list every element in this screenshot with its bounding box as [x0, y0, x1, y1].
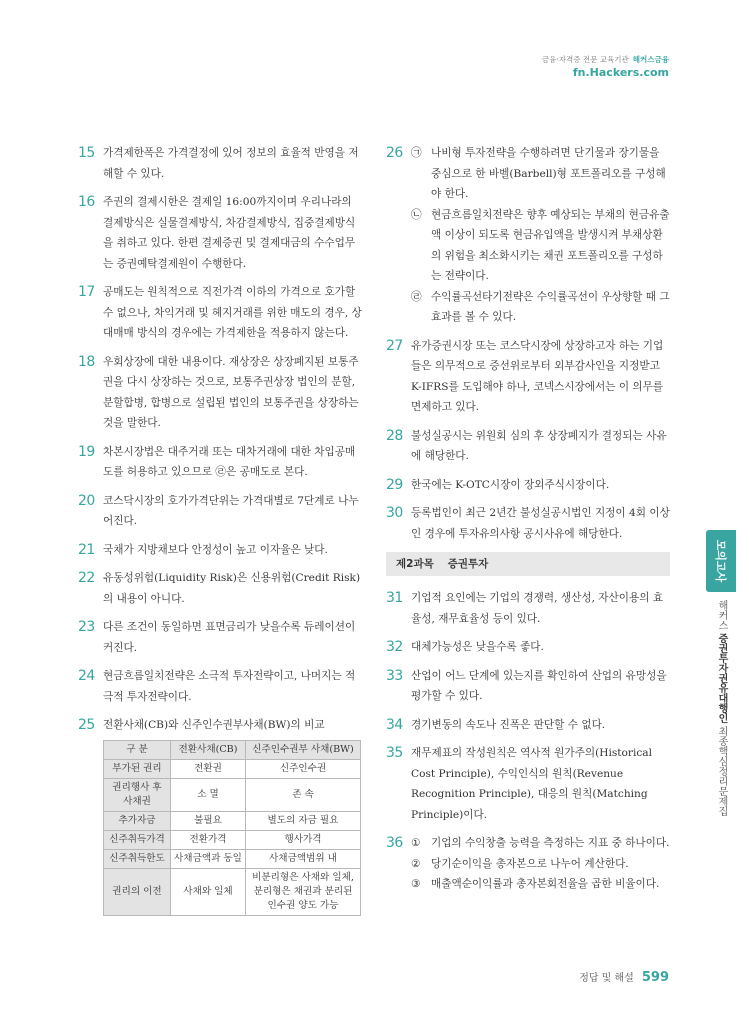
question-number: 25	[78, 717, 95, 733]
sub-item	[411, 833, 670, 854]
sub-item-mark: ㉣	[411, 290, 422, 303]
sub-item	[411, 205, 670, 287]
answer-text: 유동성위험(Liquidity Risk)은 신용위험(Credit Risk)의 내용이 아니다.	[103, 572, 361, 605]
question-number: 16	[78, 194, 95, 210]
section-label: 제2과목	[396, 558, 434, 570]
sub-item-text: 현금흐름일치전략은 향후 예상되는 부채의 현금유출액 이상이 되도록 현금유입액을 발생시켜 부채상환의 위험을 최소화시키는 채권 포트폴리오를 구성하는 전략이다.	[431, 208, 670, 282]
answer-33	[386, 666, 670, 707]
question-number: 28	[386, 427, 403, 444]
table-cell: 존 속	[246, 778, 361, 811]
footer-label: 정답 및 해설	[579, 973, 634, 984]
table-cell: 사채금액범위 내	[246, 849, 361, 868]
table-row-header: 부가된 권리	[104, 759, 171, 778]
table-cell: 행사가격	[246, 830, 361, 849]
question-number: 21	[78, 541, 95, 558]
right-column	[386, 143, 670, 903]
answer-21	[78, 540, 362, 561]
table-row-header: 추가자금	[104, 811, 171, 830]
table-cell: 불필요	[171, 811, 246, 830]
sub-item-mark: ②	[411, 857, 421, 870]
chapter-tab-label: 모의고사	[714, 539, 727, 583]
question-number: 18	[78, 353, 95, 370]
answer-text: 불성실공시는 위원회 심의 후 상장폐지가 결정되는 사유에 해당한다.	[411, 429, 667, 462]
answer-28	[386, 426, 670, 467]
question-number: 31	[386, 590, 403, 606]
table-cell: 사채와 일체	[171, 868, 246, 915]
answer-19	[78, 442, 362, 483]
table-cell: 비분리형은 사채와 일체, 분리형은 채권과 분리된 인수권 양도 가능	[246, 868, 361, 915]
answer-22	[78, 568, 362, 609]
side-title-rest: 최종핵심정리문제집	[716, 726, 727, 817]
question-number: 36	[386, 835, 403, 851]
header-url[interactable]: fn.Hackers.com	[572, 65, 669, 79]
question-number: 15	[78, 145, 95, 161]
header-brand: 해커스금융	[632, 55, 669, 64]
answer-text: 차본시장법은 대주거래 또는 대차거래에 대한 차입공매도를 허용하고 있으므로 ㉣은 공매도로 본다.	[103, 445, 356, 478]
question-number: 17	[78, 284, 95, 300]
answer-text: 경기변동의 속도나 진폭은 판단할 수 없다.	[411, 718, 606, 731]
sub-item	[411, 854, 670, 875]
sub-item	[411, 143, 670, 205]
answer-text: 유가증권시장 또는 코스닥시장에 상장하고자 하는 기업들은 의무적으로 증선위로부터 외부감사인을 지정받고 K-IFRS를 도입해야 하나, 코넥스시장에서는 이 의무를 면제하고 있다.	[411, 339, 664, 413]
answer-text: 등록법인이 최근 2년간 불성실공시법인 지정이 4회 이상인 경우에 투자유의사항 공시사유에 해당한다.	[411, 507, 670, 540]
answer-31	[386, 588, 670, 629]
answer-23	[78, 617, 362, 658]
answer-15	[78, 143, 362, 184]
answer-text: 전환사채(CB)와 신주인수권부사채(BW)의 비교	[103, 719, 325, 731]
answer-text: 코스닥시장의 호가가격단위는 가격대별로 7단계로 나누어진다.	[103, 494, 359, 527]
sub-item-mark: ㉡	[411, 208, 422, 221]
answer-text: 주권의 결제시한은 결제일 16:00까지이며 우리나라의 결제방식은 실물결제방식, 차감결제방식, 집중결제방식을 취하고 있다. 한편 결제증권 및 결제대금의 수수업무는 증권예탁결제원이 수행한다.	[103, 196, 356, 270]
answer-text: 가격제한폭은 가격결정에 있어 정보의 효율적 반영을 저해할 수 있다.	[103, 147, 359, 180]
table-row	[104, 811, 361, 830]
question-number: 35	[386, 745, 403, 761]
side-book-title	[714, 600, 728, 816]
answer-text: 공매도는 원칙적으로 직전가격 이하의 가격으로 호가할 수 없으나, 차익거래 및 헤지거래를 위한 매도의 경우, 상대매매 방식의 경우에는 가격제한을 적용하지 않는다.	[103, 286, 362, 339]
answer-29	[386, 475, 670, 496]
side-title-bold: 증권투자권유대행인	[716, 633, 727, 724]
table-row	[104, 759, 361, 778]
sub-item-mark: ①	[411, 837, 421, 849]
question-number: 33	[386, 667, 403, 684]
question-number: 32	[386, 639, 403, 655]
table-row	[104, 868, 361, 915]
answer-text: 다른 조건이 동일하면 표면금리가 낮을수록 듀레이션이 커진다.	[103, 621, 356, 654]
answer-text: 산업이 어느 단계에 있는지를 확인하여 산업의 유망성을 평가할 수 있다.	[411, 669, 667, 702]
question-number: 24	[78, 668, 95, 684]
table-row	[104, 830, 361, 849]
header-tagline-row	[542, 56, 669, 64]
side-title-prefix: 해커스	[716, 600, 727, 630]
answer-27	[386, 336, 670, 418]
answer-34	[386, 715, 670, 736]
answer-25	[78, 715, 362, 916]
answer-text: 한국에는 K-OTC시장이 장외주식시장이다.	[411, 478, 610, 491]
header-tagline: 금융·자격증 전문 교육기관	[541, 55, 629, 64]
table-header-cell: 신주인수권부 사채(BW)	[246, 740, 361, 759]
answer-17	[78, 282, 362, 344]
page-header	[542, 56, 669, 78]
question-number: 27	[386, 337, 403, 354]
table-header-cell: 구 분	[104, 740, 171, 759]
table-cell: 전환권	[171, 759, 246, 778]
answer-24	[78, 666, 362, 707]
question-number: 19	[78, 443, 95, 460]
table-row-header: 권리행사 후 사채권	[104, 778, 171, 811]
page-number: 599	[641, 970, 669, 985]
table-row-header: 신주취득한도	[104, 849, 171, 868]
answer-text: 대체가능성은 낮을수록 좋다.	[411, 641, 544, 653]
left-column	[78, 143, 362, 924]
answer-text: 재무제표의 작성원칙은 역사적 원가주의(Historical Cost Principle), 수익인식의 원칙(Revenue Recognition Principle), 대응의 원칙(Matching Principle)이다.	[411, 747, 652, 821]
section-title: 증권투자	[447, 558, 489, 570]
answer-26	[386, 143, 670, 328]
comparison-table	[103, 740, 361, 916]
table-row	[104, 778, 361, 811]
table-header-cell: 전환사채(CB)	[171, 740, 246, 759]
table-cell: 사채금액과 동일	[171, 849, 246, 868]
answer-text: 우회상장에 대한 내용이다. 재상장은 상장폐지된 보통주권을 다시 상장하는 것으로, 보통주권상장 법인의 분할, 분할합병, 합병으로 설립된 법인의 보통주권을 상장하는 것을 말한다.	[103, 355, 359, 429]
table-header-row	[104, 740, 361, 759]
answer-36	[386, 833, 670, 895]
answer-text: 현금흐름일치전략은 소극적 투자전략이고, 나머지는 적극적 투자전략이다.	[103, 670, 356, 703]
question-number: 34	[386, 716, 403, 733]
sub-item-mark: ㉠	[411, 147, 422, 159]
question-number: 23	[78, 619, 95, 635]
chapter-tab	[706, 530, 736, 592]
answer-text: 국채가 지방채보다 안정성이 높고 이자율은 낮다.	[103, 543, 328, 556]
sub-item-text: 수익률곡선타기전략은 수익률곡선이 우상향할 때 그 효과를 볼 수 있다.	[431, 290, 670, 323]
table-cell: 신주인수권	[246, 759, 361, 778]
answer-32	[386, 637, 670, 658]
answer-35	[386, 743, 670, 825]
answer-20	[78, 491, 362, 532]
sub-item	[411, 287, 670, 328]
sub-item-text: 나비형 투자전략을 수행하려면 단기물과 장기물을 중심으로 한 바벨(Barbell)형 포트폴리오를 구성해야 한다.	[431, 147, 666, 200]
question-number: 26	[386, 145, 403, 161]
sub-item-text: 기업의 수익창출 능력을 측정하는 지표 중 하나이다.	[431, 837, 670, 849]
table-row	[104, 849, 361, 868]
answer-16	[78, 192, 362, 274]
question-number: 20	[78, 492, 95, 509]
section-header	[386, 552, 670, 576]
page-footer	[579, 966, 669, 985]
question-number: 22	[78, 570, 95, 586]
sub-item	[411, 874, 670, 895]
answer-30	[386, 503, 670, 544]
table-cell: 소 멸	[171, 778, 246, 811]
table-row-header: 신주취득가격	[104, 830, 171, 849]
table-cell: 전환가격	[171, 830, 246, 849]
sub-item-text: 매출액순이익률과 총자본회전율을 곱한 비율이다.	[431, 878, 660, 890]
table-row-header: 권리의 이전	[104, 868, 171, 915]
sub-item-mark: ③	[411, 878, 421, 890]
answer-18	[78, 352, 362, 434]
table-cell: 별도의 자금 필요	[246, 811, 361, 830]
question-number: 30	[386, 505, 403, 521]
answer-text: 기업적 요인에는 기업의 경쟁력, 생산성, 자산이용의 효율성, 재무효율성 등이 있다.	[411, 592, 664, 625]
question-number: 29	[386, 476, 403, 493]
sub-item-text: 당기순이익을 총자본으로 나누어 계산한다.	[431, 857, 629, 870]
